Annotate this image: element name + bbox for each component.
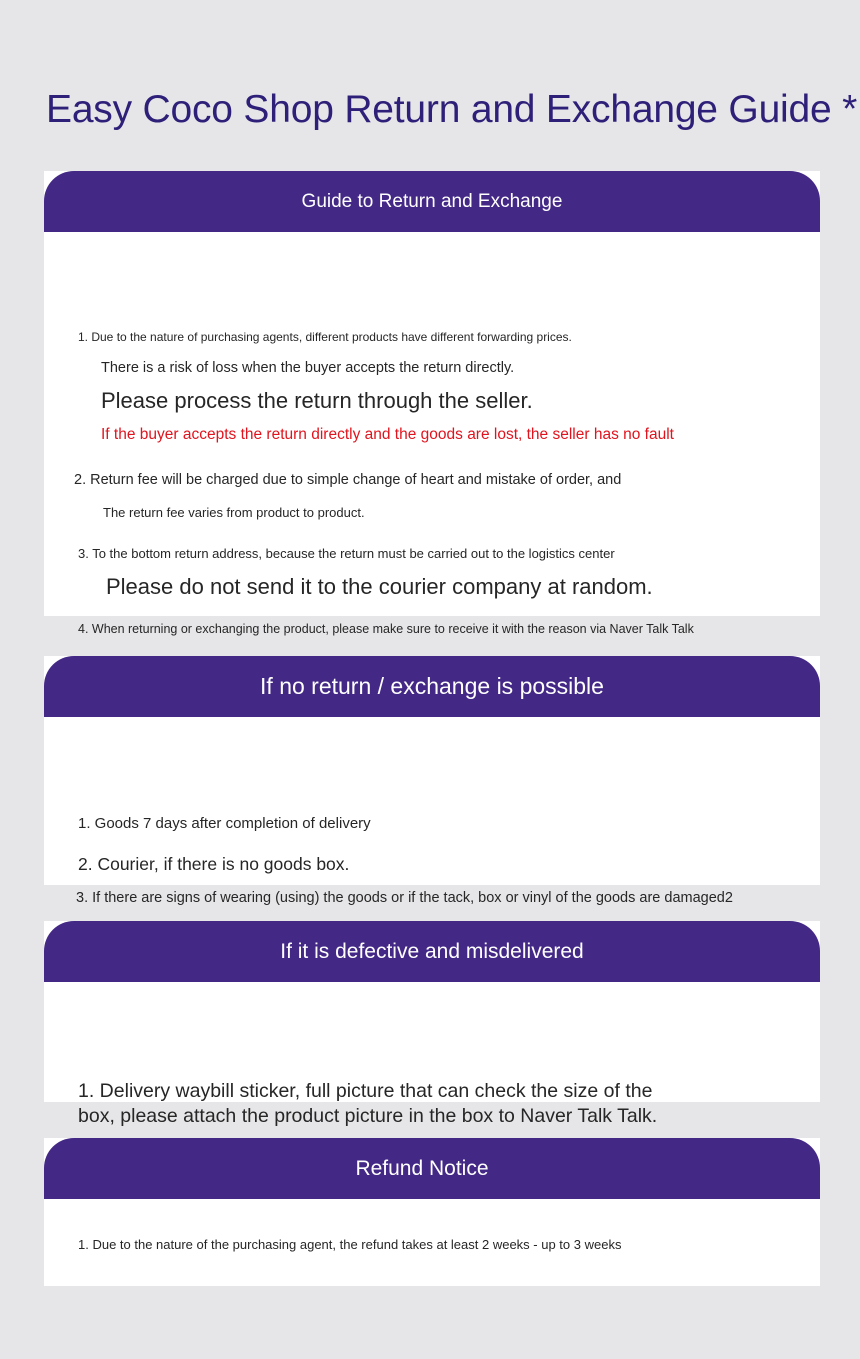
section-guide-to-return	[44, 171, 820, 636]
guide-item-1-process: Please process the return through the seller.	[101, 388, 533, 413]
section-header-label: Guide to Return and Exchange	[301, 190, 563, 212]
guide-item-1-warning: If the buyer accepts the return directly and the goods are lost, the seller has no fault	[101, 426, 674, 443]
section-refund-notice	[44, 1138, 820, 1286]
section-header	[44, 656, 820, 717]
defective-item-1-line-1: 1. Delivery waybill sticker, full picture that can check the size of the	[78, 1080, 653, 1102]
defective-item-1-line-2: box, please attach the product picture in the box to Naver Talk Talk.	[78, 1105, 658, 1127]
page-title: Easy Coco Shop Return and Exchange Guide *	[46, 88, 858, 131]
section-defective-misdelivered	[44, 921, 820, 1127]
section-header-label: If it is defective and misdelivered	[280, 939, 584, 963]
guide-item-3: 3. To the bottom return address, because the return must be carried out to the logistics center	[78, 546, 615, 561]
section-no-return-possible	[44, 656, 820, 906]
guide-item-2-fee: The return fee varies from product to product.	[103, 505, 365, 520]
guide-item-1-risk: There is a risk of loss when the buyer accepts the return directly.	[101, 360, 515, 376]
refund-item-1: 1. Due to the nature of the purchasing agent, the refund takes at least 2 weeks - up to 3 weeks	[78, 1237, 622, 1252]
section-header	[44, 1138, 820, 1199]
no-return-item-2: 2. Courier, if there is no goods box.	[78, 854, 350, 874]
section-header-label: If no return / exchange is possible	[260, 673, 604, 699]
guide-item-3-courier: Please do not send it to the courier company at random.	[106, 574, 653, 599]
no-return-item-1: 1. Goods 7 days after completion of delivery	[78, 815, 371, 832]
section-header-label: Refund Notice	[355, 1156, 489, 1180]
guide-item-4: 4. When returning or exchanging the product, please make sure to receive it with the reason via Naver Talk Talk	[78, 622, 694, 636]
section-header	[44, 921, 820, 982]
guide-item-1: 1. Due to the nature of purchasing agents, different products have different forwarding prices.	[78, 330, 572, 344]
no-return-item-3: 3. If there are signs of wearing (using) the goods or if the tack, box or vinyl of the goods are damaged2	[76, 890, 733, 906]
guide-item-2: 2. Return fee will be charged due to simple change of heart and mistake of order, and	[74, 472, 622, 488]
section-header	[44, 171, 820, 232]
